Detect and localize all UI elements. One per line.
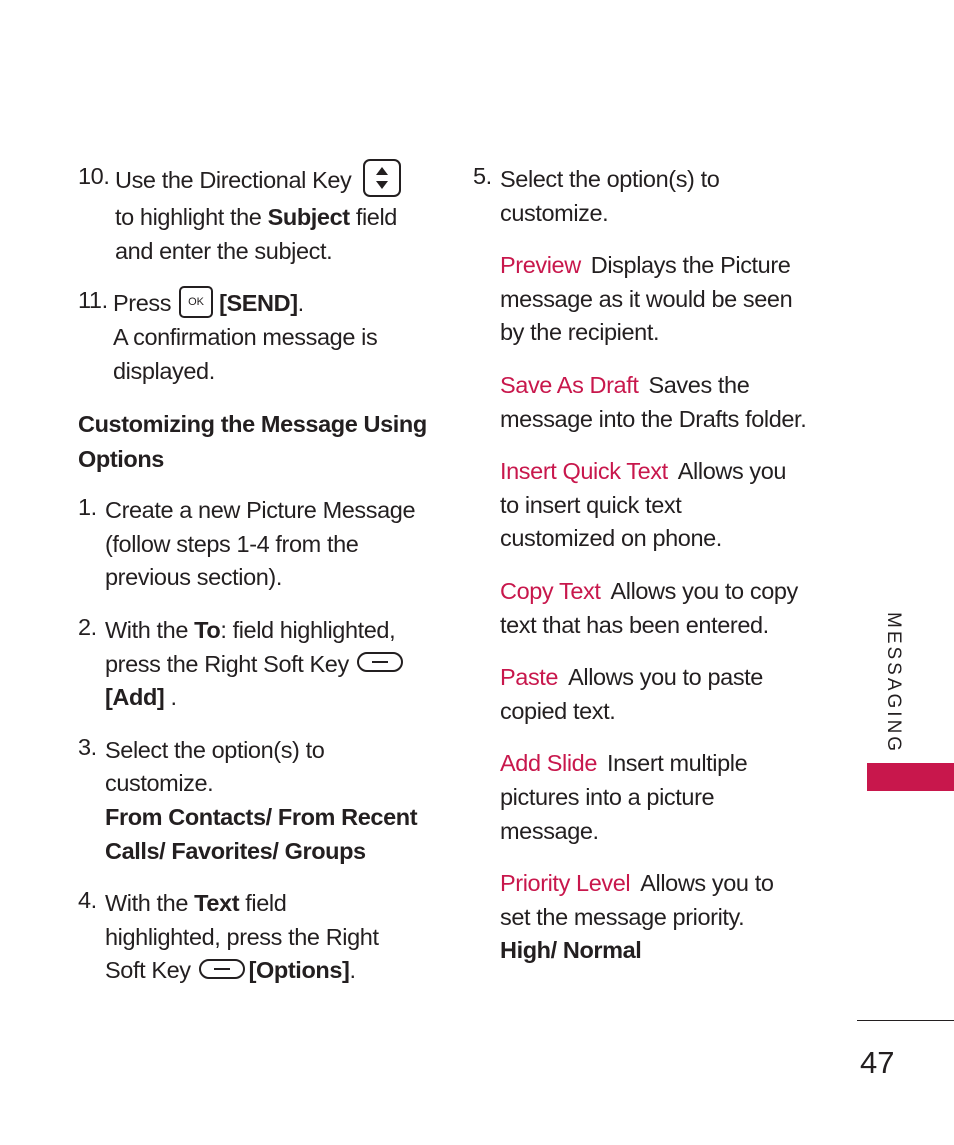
ok-key-icon: OK [179,286,213,318]
step-number: 10. [78,163,110,189]
option-add-slide: Add Slide Insert multiple pictures into a picture message. [500,750,748,844]
step-3: 3. Select the option(s) to customize. From Contacts/ From Recent Calls/ Favorites/ Groups [78,733,418,864]
step-number: 5. [473,163,492,189]
section-side-label: MESSAGING [883,612,904,755]
page-number: 47 [860,1045,895,1080]
option-copy-text: Copy Text Allows you to copy text that has been entered. [500,577,798,638]
directional-key-icon [363,159,401,197]
step-10: 10. Use the Directional Key to highlight the Subject field and enter the subject. [78,163,428,268]
step-2: 2. With the To: field highlighted, press the Right Soft Key [Add] . [78,614,428,715]
right-column [473,163,833,968]
step-4: 4. With the Text field highlighted, press the Right Soft Key [Options]. [78,887,379,984]
right-soft-key-icon [357,652,403,672]
option-priority-level: Priority Level Allows you to set the message priority. High/ Normal [473,867,833,968]
section-tab-marker [867,763,954,791]
step-11: 11. Press OK [SEND]. A confirmation message is displayed. [78,287,378,384]
step-number: 2. [78,613,97,640]
left-column [78,163,428,988]
option-save-as-draft: Save As Draft Saves the message into the Drafts folder. [500,371,807,432]
option-preview: Preview Displays the Picture message as it would be seen by the recipient. [500,252,793,346]
step-number: 11. [78,287,108,314]
step-number: 4. [78,887,97,914]
option-insert-quick-text: Insert Quick Text Allows you to insert quick text customized on phone. [500,458,787,552]
footer-rule [857,1020,954,1021]
priority-values: High/ Normal [500,937,642,964]
step-5: 5. Select the option(s) to customize. [473,163,720,226]
step-number: 3. [78,733,97,760]
right-soft-key-icon [199,959,245,979]
step-1: 1. Create a new Picture Message (follow steps 1-4 from the previous section). [78,494,416,591]
step-number: 1. [78,494,97,521]
option-paste: Paste Allows you to paste copied text. [500,664,763,724]
section-heading: Customizing the Message Using Options [78,411,427,472]
